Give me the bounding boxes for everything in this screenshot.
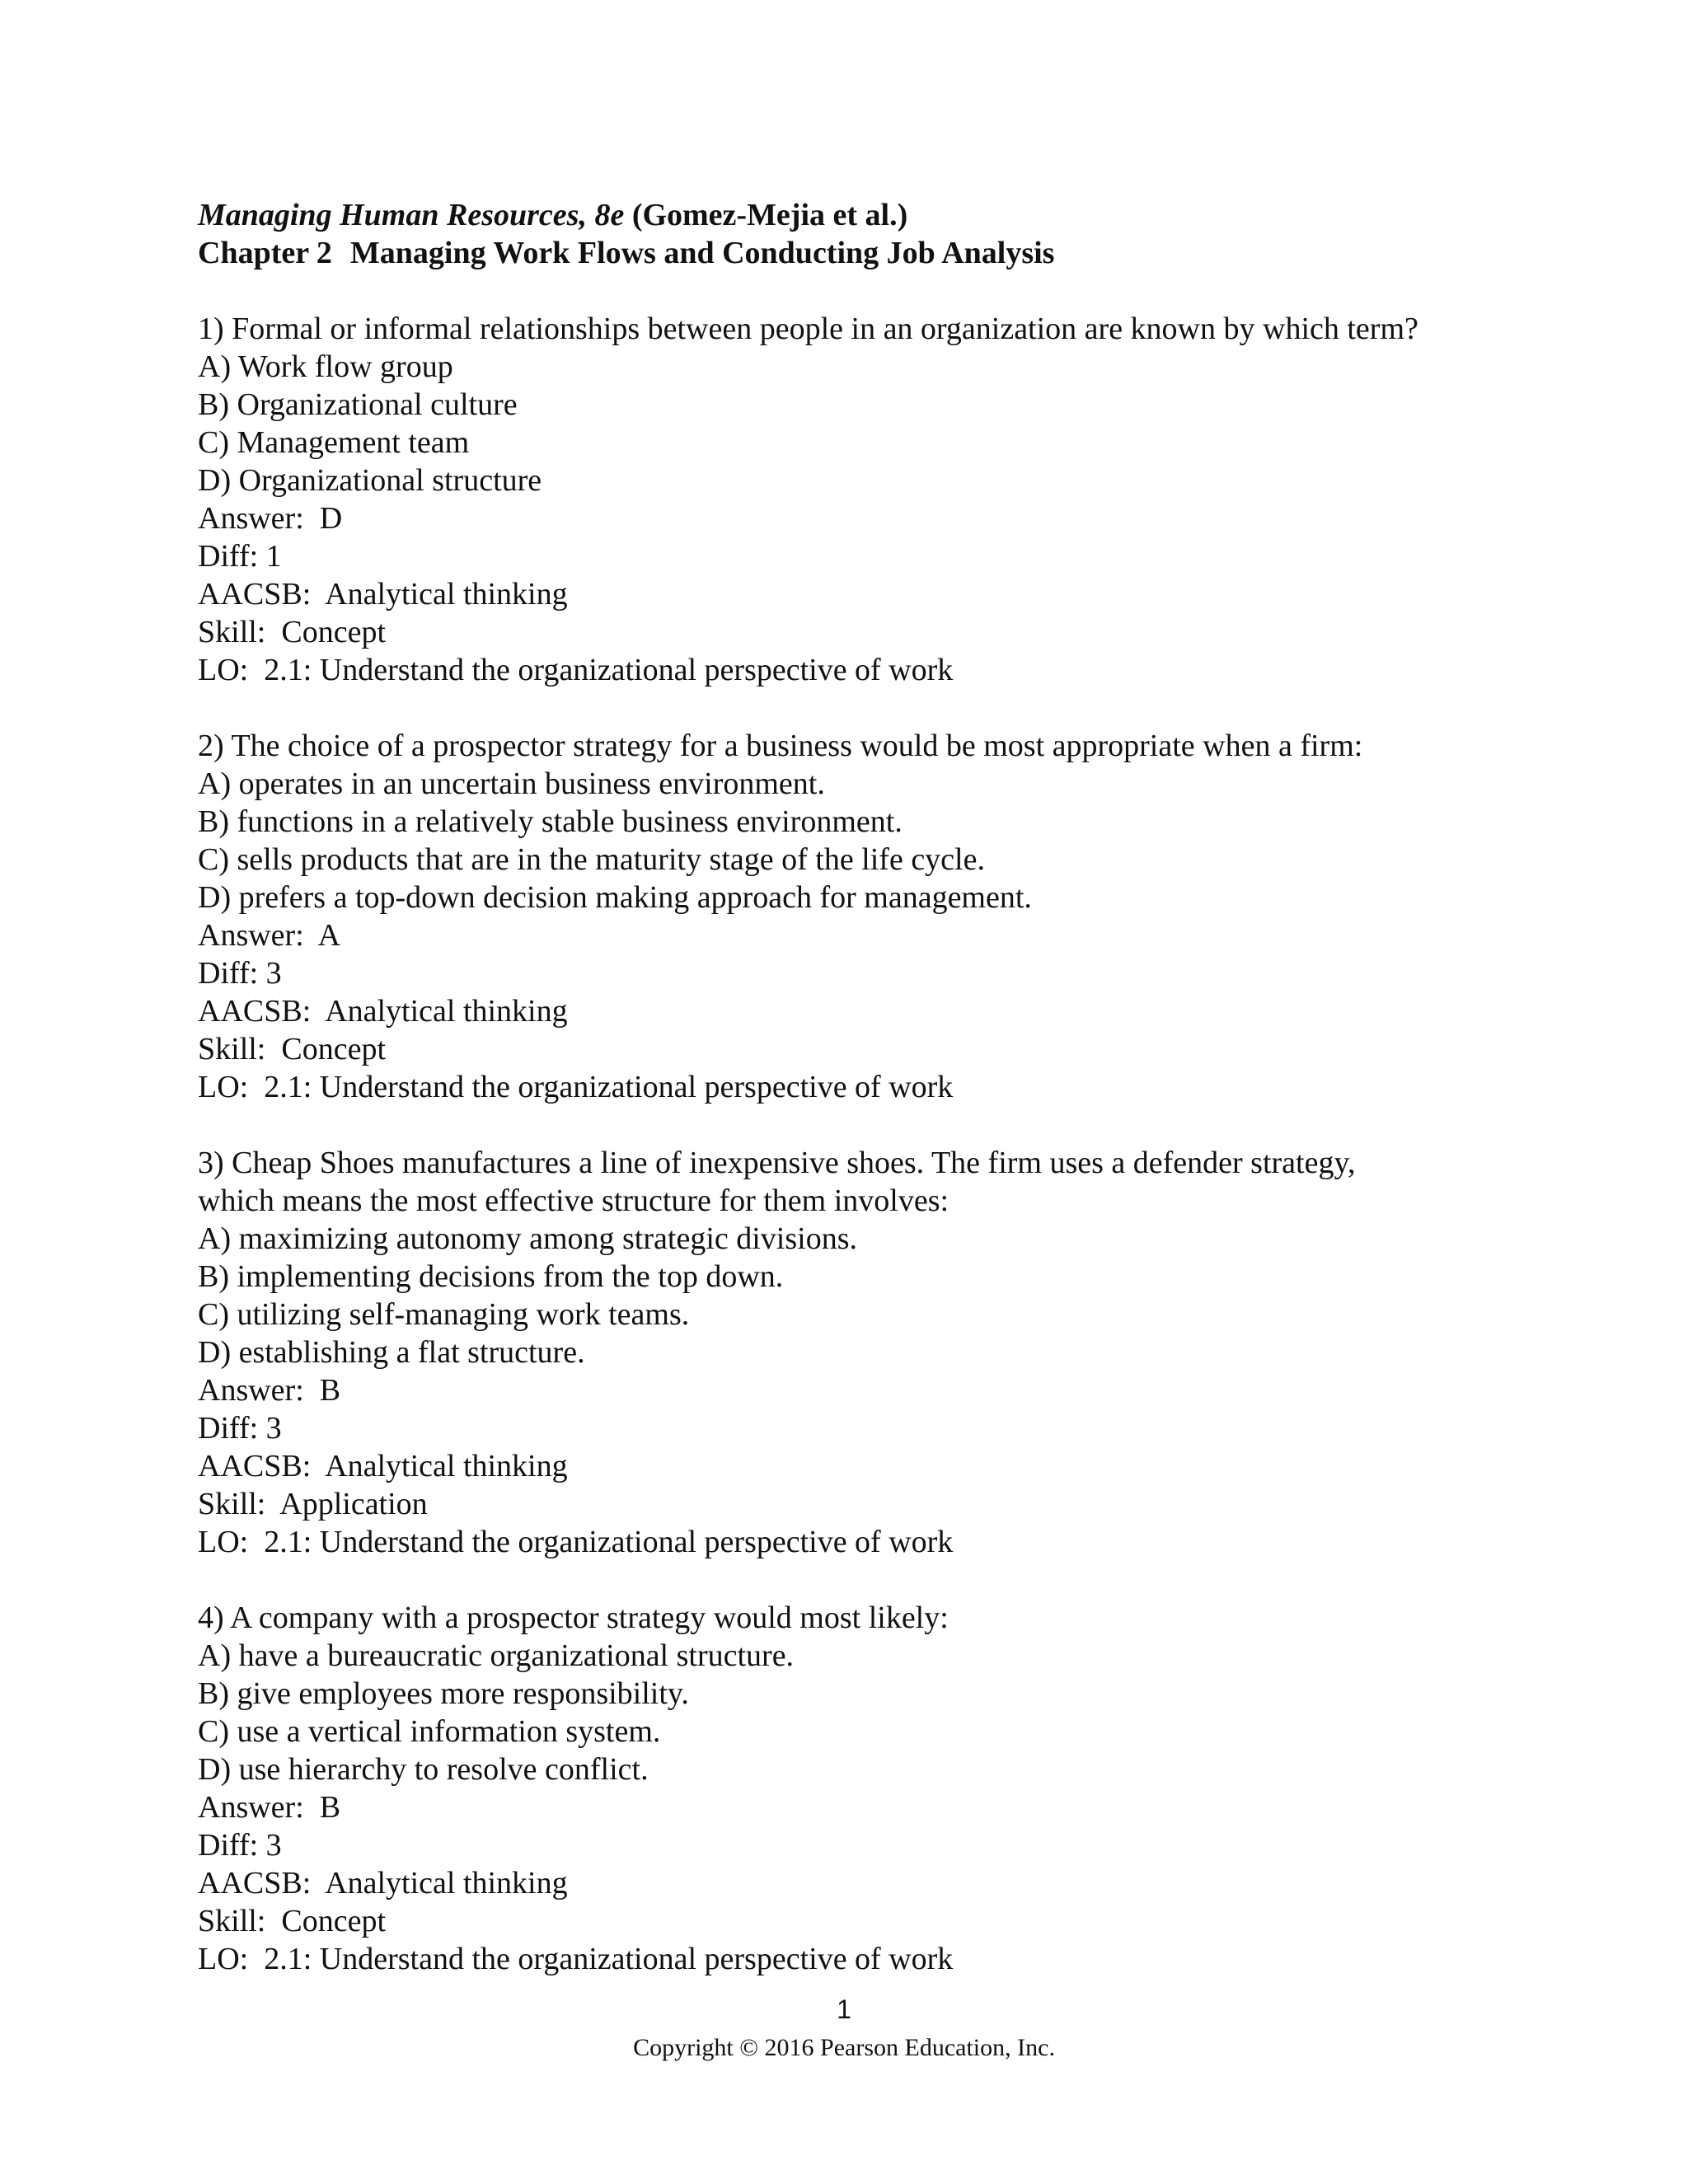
question-4 xyxy=(198,1599,1550,1978)
question-3-option-d: D) establishing a flat structure. xyxy=(198,1335,585,1370)
question-2-skill: Skill: Concept xyxy=(198,1032,386,1066)
page-content xyxy=(198,196,1550,2016)
question-2-aacsb: AACSB: Analytical thinking xyxy=(198,994,568,1029)
chapter-heading xyxy=(198,234,1550,272)
book-title: Managing Human Resources, 8e xyxy=(198,198,625,232)
question-3-aacsb: AACSB: Analytical thinking xyxy=(198,1449,568,1483)
question-4-option-c: C) use a vertical information system. xyxy=(198,1714,661,1749)
question-3-stem-line-2: which means the most effective structure for them involves: xyxy=(198,1183,950,1218)
question-2-option-b: B) functions in a relatively stable business environment. xyxy=(198,804,903,839)
question-3-difficulty: Diff: 3 xyxy=(198,1411,282,1446)
question-4-aacsb: AACSB: Analytical thinking xyxy=(198,1866,568,1900)
question-1-learning-objective: LO: 2.1: Understand the organizational perspective of work xyxy=(198,653,954,687)
question-2-stem: 2) The choice of a prospector strategy for a business would be most appropriate when a firm: xyxy=(198,729,1363,763)
question-4-answer: Answer: B xyxy=(198,1790,341,1825)
question-3-option-a: A) maximizing autonomy among strategic divisions. xyxy=(198,1221,857,1256)
question-list xyxy=(198,310,1550,1978)
question-1-stem: 1) Formal or informal relationships between people in an organization are known by which term? xyxy=(198,312,1418,346)
question-3-stem-line-1: 3) Cheap Shoes manufactures a line of inexpensive shoes. The firm uses a defender strategy, xyxy=(198,1146,1356,1180)
question-4-option-a: A) have a bureaucratic organizational structure. xyxy=(198,1638,795,1673)
question-4-option-b: B) give employees more responsibility. xyxy=(198,1676,689,1711)
question-1-difficulty: Diff: 1 xyxy=(198,539,282,574)
question-4-skill: Skill: Concept xyxy=(198,1904,386,1938)
question-3-option-c: C) utilizing self-managing work teams. xyxy=(198,1297,690,1332)
question-2-learning-objective: LO: 2.1: Understand the organizational perspective of work xyxy=(198,1070,954,1104)
book-authors: (Gomez-Mejia et al.) xyxy=(631,198,908,232)
question-1-option-c: C) Management team xyxy=(198,425,470,460)
question-3-skill: Skill: Application xyxy=(198,1487,428,1521)
question-1-option-d: D) Organizational structure xyxy=(198,463,542,498)
copyright-notice: Copyright © 2016 Pearson Education, Inc. xyxy=(633,2034,1055,2061)
question-1-answer: Answer: D xyxy=(198,501,343,536)
question-2-difficulty: Diff: 3 xyxy=(198,956,282,991)
question-2-answer: Answer: A xyxy=(198,918,341,953)
question-1-option-a: A) Work flow group xyxy=(198,349,453,384)
question-3-option-b: B) implementing decisions from the top down. xyxy=(198,1259,784,1294)
question-4-learning-objective: LO: 2.1: Understand the organizational perspective of work xyxy=(198,1942,954,1976)
chapter-label: Chapter 2 xyxy=(198,236,332,270)
question-2 xyxy=(198,727,1550,1106)
question-1-skill: Skill: Concept xyxy=(198,615,386,649)
question-3-learning-objective: LO: 2.1: Understand the organizational perspective of work xyxy=(198,1525,954,1559)
question-4-difficulty: Diff: 3 xyxy=(198,1828,282,1863)
question-2-option-d: D) prefers a top-down decision making approach for management. xyxy=(198,880,1032,915)
question-1 xyxy=(198,310,1550,689)
question-1-option-b: B) Organizational culture xyxy=(198,387,518,422)
question-2-option-c: C) sells products that are in the maturity stage of the life cycle. xyxy=(198,842,985,877)
question-4-option-d: D) use hierarchy to resolve conflict. xyxy=(198,1752,649,1787)
question-2-option-a: A) operates in an uncertain business environment. xyxy=(198,766,825,801)
chapter-title: Managing Work Flows and Conducting Job Analysis xyxy=(349,236,1055,270)
book-title-line xyxy=(198,196,1550,234)
question-4-stem: 4) A company with a prospector strategy would most likely: xyxy=(198,1601,949,1635)
question-3-answer: Answer: B xyxy=(198,1373,341,1408)
question-1-aacsb: AACSB: Analytical thinking xyxy=(198,577,568,612)
question-3 xyxy=(198,1144,1550,1561)
page-number: 1 xyxy=(837,1994,851,2024)
